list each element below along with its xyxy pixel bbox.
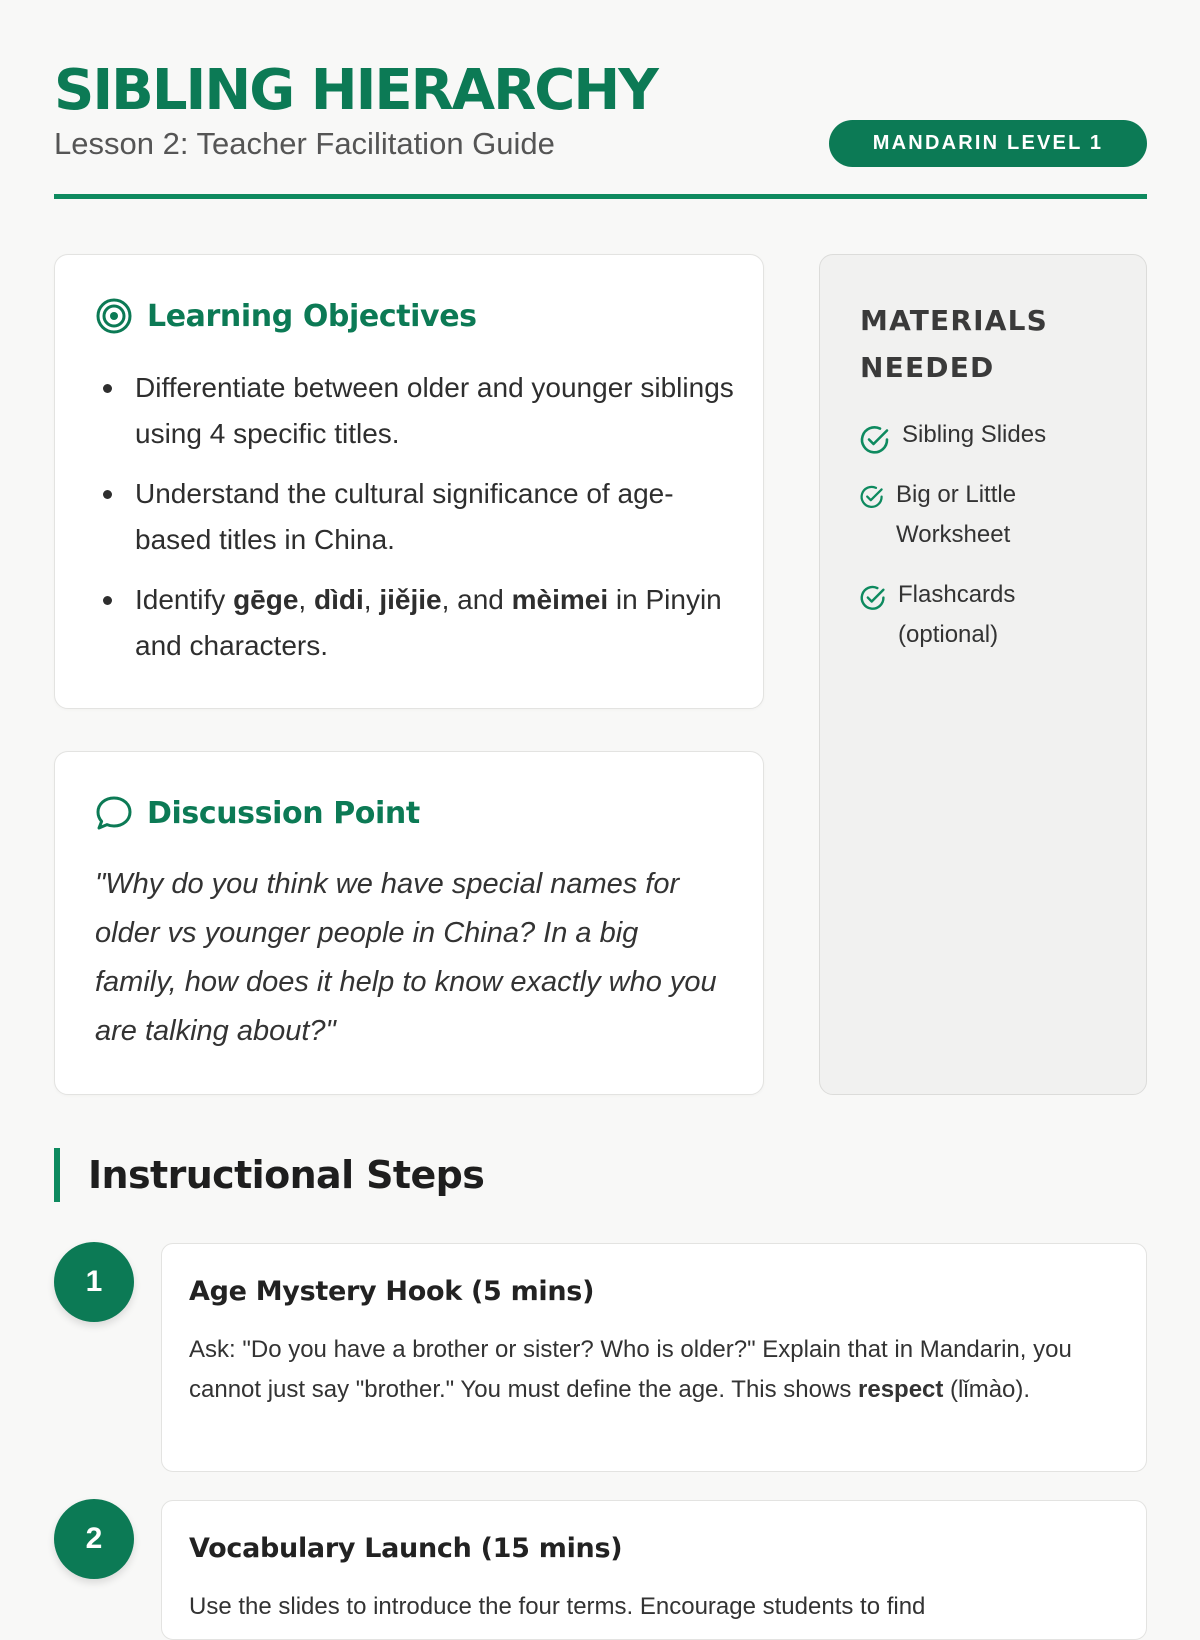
header-divider [54, 194, 1147, 199]
section-accent-bar [54, 1148, 60, 1202]
materials-title: MATERIALS NEEDED [860, 304, 1049, 384]
materials-item [860, 415, 1120, 455]
steps-section-heading [54, 1148, 484, 1202]
materials-item [860, 475, 1120, 555]
objective-item: Understand the cultural significance of age-based titles in China. [95, 471, 735, 563]
check-circle-icon [860, 485, 884, 509]
speech-bubble-icon [95, 794, 133, 832]
term-meimei: mèimei [511, 584, 609, 615]
objectives-list [95, 365, 735, 683]
page-header [54, 52, 1147, 202]
term-jiejie: jiějie [379, 584, 442, 615]
check-circle-icon [860, 425, 890, 455]
materials-item-label: Sibling Slides [902, 421, 1047, 448]
lesson-page [54, 0, 1147, 1620]
step-description: Ask: "Do you have a brother or sister? Who is older?" Explain that in Mandarin, you cannot just say "brother." You must define the age. This shows respect (lǐmào). [189, 1336, 1072, 1403]
term-gege: gēge [233, 584, 299, 615]
objectives-heading [95, 297, 477, 335]
materials-item-label: Flashcards (optional) [898, 581, 1016, 648]
materials-panel [819, 254, 1147, 1095]
check-circle-icon [860, 585, 886, 611]
term-didi: dìdi [313, 584, 364, 615]
keyword-respect: respect [858, 1376, 944, 1403]
page-title: SIBLING HIERARCHY [54, 58, 657, 123]
step-card [161, 1500, 1147, 1640]
step-card [161, 1243, 1147, 1472]
target-icon [95, 297, 133, 335]
step-title: Age Mystery Hook (5 mins) [189, 1276, 595, 1307]
discussion-point-card [54, 751, 764, 1095]
learning-objectives-card [54, 254, 764, 709]
discussion-heading [95, 794, 420, 832]
objective-item: Differentiate between older and younger siblings using 4 specific titles. [95, 365, 735, 457]
page-subtitle: Lesson 2: Teacher Facilitation Guide [54, 126, 555, 161]
level-badge: MANDARIN LEVEL 1 [829, 120, 1147, 167]
step-description: Use the slides to introduce the four terms. Encourage students to find [189, 1593, 926, 1620]
materials-list [860, 415, 1120, 675]
step-number-badge: 1 [54, 1242, 134, 1322]
discussion-title: Discussion Point [147, 795, 420, 831]
steps-title: Instructional Steps [88, 1153, 485, 1197]
materials-item-label: Big or Little Worksheet [896, 481, 1017, 548]
objectives-title: Learning Objectives [147, 298, 477, 334]
step-number-badge: 2 [54, 1499, 134, 1579]
materials-item [860, 575, 1120, 655]
step-title: Vocabulary Launch (15 mins) [189, 1533, 623, 1564]
objective-item: Identify gēge, dìdi, jiějie, and mèimei in Pinyin and characters. [95, 577, 735, 669]
discussion-quote: "Why do you think we have special names for older vs younger people in China? In a big family, how does it help to know exactly who you are talking about?" [95, 868, 717, 1047]
